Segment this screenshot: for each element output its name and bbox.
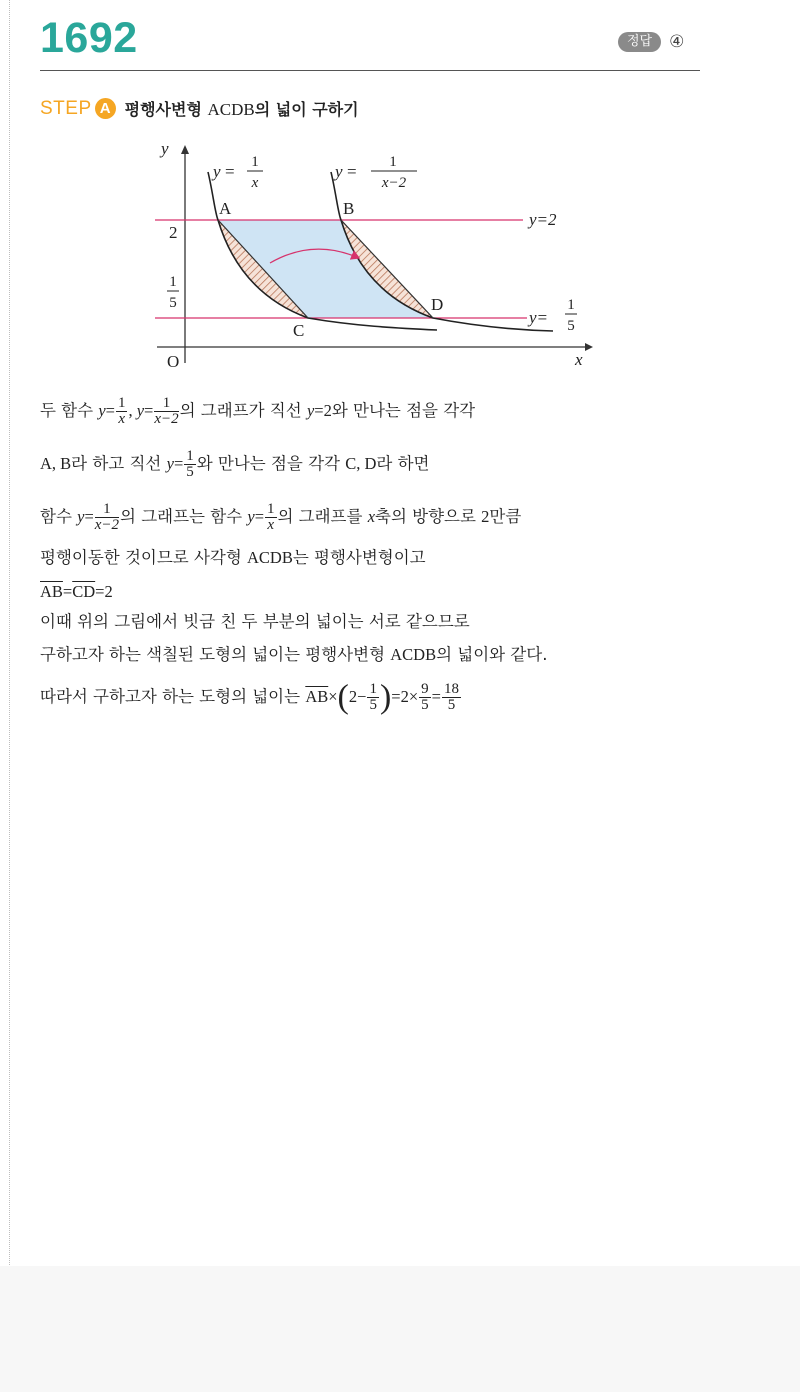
fraction bbox=[95, 502, 119, 533]
point-d-label: D bbox=[431, 295, 444, 314]
math-op: =2 bbox=[95, 582, 113, 601]
text: 만큼 bbox=[489, 507, 522, 526]
text: 축의 방향으로 bbox=[375, 507, 482, 526]
text: 라 하고 직선 bbox=[71, 454, 167, 473]
point-b-label: B bbox=[343, 199, 355, 218]
step-title-part: 의 넓이 구하기 bbox=[254, 100, 359, 119]
step-label: STEP bbox=[40, 97, 92, 119]
line-y2-label: y=2 bbox=[529, 210, 557, 229]
curve1-label-num: 1 bbox=[251, 154, 259, 170]
bottom-margin bbox=[0, 1266, 800, 1392]
step-letter-badge: A bbox=[95, 98, 116, 119]
fraction-den: x−2 bbox=[94, 517, 120, 533]
math-shape: ACDB bbox=[247, 548, 293, 567]
segment-ab: $\overline{AB}$ bbox=[40, 582, 63, 601]
problem-number: 1692 bbox=[40, 14, 138, 62]
header-divider bbox=[40, 70, 700, 71]
line-y15-label-prefix: y= bbox=[529, 308, 549, 327]
text: 의 넓이와 같다. bbox=[436, 645, 548, 664]
fraction-den: 5 bbox=[447, 697, 456, 713]
math-op: = bbox=[84, 507, 94, 526]
text-line-1 bbox=[40, 396, 475, 427]
curve2-label-y: y bbox=[335, 162, 343, 181]
text: 평행이동한 것이므로 사각형 bbox=[40, 548, 248, 567]
math-op: = bbox=[105, 401, 115, 420]
step-heading bbox=[40, 97, 359, 120]
math-op: = bbox=[254, 507, 264, 526]
math-paren: ) bbox=[379, 678, 392, 716]
math-var: x bbox=[367, 507, 376, 526]
answer-badge: 정답 bbox=[618, 32, 661, 52]
tick-label-2: 2 bbox=[169, 223, 178, 242]
math-op: × bbox=[328, 687, 338, 706]
text-line-6 bbox=[40, 610, 470, 634]
math-var: y bbox=[306, 401, 315, 420]
step-title-shape: ACDB bbox=[207, 100, 255, 119]
page-edge bbox=[9, 0, 10, 1265]
text: 와 만나는 점을 각각 bbox=[331, 401, 476, 420]
origin-label: O bbox=[167, 352, 180, 370]
text: 두 함수 bbox=[40, 401, 99, 420]
answer-value: ④ bbox=[669, 32, 685, 52]
x-axis-arrow bbox=[585, 343, 593, 351]
line-y15-label-den: 5 bbox=[567, 318, 575, 334]
fraction-den: 5 bbox=[421, 697, 429, 713]
text-line-8 bbox=[40, 678, 462, 716]
fraction bbox=[367, 682, 379, 713]
math-op: =2 bbox=[314, 401, 332, 420]
line-y15-label-num: 1 bbox=[567, 297, 575, 313]
math-op: =2× bbox=[391, 687, 419, 706]
graph-figure bbox=[145, 138, 605, 370]
y-axis-arrow bbox=[181, 145, 189, 154]
text: 이때 위의 그림에서 빗금 친 두 부분의 넓이는 서로 같으므로 bbox=[40, 612, 470, 631]
text: 의 그래프는 함수 bbox=[120, 507, 248, 526]
math-var: y bbox=[166, 454, 174, 473]
fraction-num: 18 bbox=[443, 681, 459, 697]
math-paren: ( bbox=[337, 678, 349, 716]
fraction-num: 1 bbox=[154, 396, 178, 412]
text: 는 평행사변형이고 bbox=[292, 548, 426, 567]
text: 함수 bbox=[40, 507, 78, 526]
math-num: 2 bbox=[481, 507, 490, 526]
math-var: y bbox=[136, 401, 145, 420]
curve1-label-den: x bbox=[251, 175, 259, 191]
fraction-num: 1 bbox=[117, 395, 126, 411]
math-points: A, B bbox=[40, 454, 72, 473]
point-a-label: A bbox=[219, 199, 232, 218]
fraction-num: 1 bbox=[369, 681, 377, 697]
fraction-den: 5 bbox=[369, 697, 377, 713]
fraction-den: x bbox=[267, 517, 275, 533]
text-line-4 bbox=[40, 546, 426, 570]
fraction bbox=[265, 502, 277, 533]
text: 의 그래프가 직선 bbox=[179, 401, 307, 420]
fraction-num: 1 bbox=[186, 448, 194, 464]
text: 의 그래프를 bbox=[277, 507, 368, 526]
fraction bbox=[154, 396, 178, 427]
text-line-2 bbox=[40, 449, 429, 480]
point-c-label: C bbox=[293, 321, 305, 340]
text: 구하고자 하는 색칠된 도형의 넓이는 평행사변형 bbox=[40, 645, 391, 664]
curve2-label-den: x−2 bbox=[381, 175, 407, 191]
text-line-5 bbox=[40, 580, 113, 604]
fraction-num: 9 bbox=[421, 681, 429, 697]
fraction-den: x bbox=[118, 411, 126, 427]
fraction-num: 1 bbox=[267, 501, 275, 517]
math-op: , bbox=[128, 401, 137, 420]
math-points: C, D bbox=[345, 454, 377, 473]
text: 와 만나는 점을 각각 bbox=[196, 454, 346, 473]
text-line-7 bbox=[40, 643, 547, 667]
text: 라 하면 bbox=[376, 454, 430, 473]
fraction-num: 1 bbox=[95, 502, 119, 518]
fraction bbox=[419, 682, 431, 713]
tick-label-one-fifth-den: 5 bbox=[169, 295, 177, 311]
tick-label-one-fifth-num: 1 bbox=[169, 274, 177, 290]
math-shape: ACDB bbox=[390, 645, 437, 664]
fraction bbox=[116, 396, 128, 427]
math-op: = bbox=[62, 582, 73, 601]
axis-y-label: y bbox=[161, 139, 169, 158]
math-var: y bbox=[247, 507, 255, 526]
fraction-den: 5 bbox=[186, 464, 194, 480]
curve1-label-eq: = bbox=[225, 162, 235, 181]
curve2-label-eq: = bbox=[347, 162, 357, 181]
step-title-part: 평행사변형 bbox=[124, 100, 202, 119]
math-var: y bbox=[98, 401, 106, 420]
fraction-den: x−2 bbox=[154, 411, 179, 427]
math-op: = bbox=[431, 687, 441, 706]
step-title bbox=[125, 97, 359, 120]
fraction bbox=[184, 449, 196, 480]
math-op: 2− bbox=[348, 687, 367, 706]
fraction bbox=[442, 682, 461, 713]
segment-cd: $\overline{CD}$ bbox=[72, 582, 96, 601]
text-line-3 bbox=[40, 502, 521, 533]
math-op: = bbox=[144, 401, 154, 420]
axis-x-label: x bbox=[575, 350, 583, 369]
math-op: = bbox=[173, 454, 184, 473]
text: 따라서 구하고자 하는 도형의 넓이는 bbox=[40, 687, 306, 706]
math-var: y bbox=[77, 507, 85, 526]
curve1-label-y: y bbox=[213, 162, 221, 181]
segment-ab: $\overline{AB}$ bbox=[305, 687, 329, 706]
curve2-label-num: 1 bbox=[389, 154, 397, 170]
answer-box bbox=[618, 32, 684, 52]
